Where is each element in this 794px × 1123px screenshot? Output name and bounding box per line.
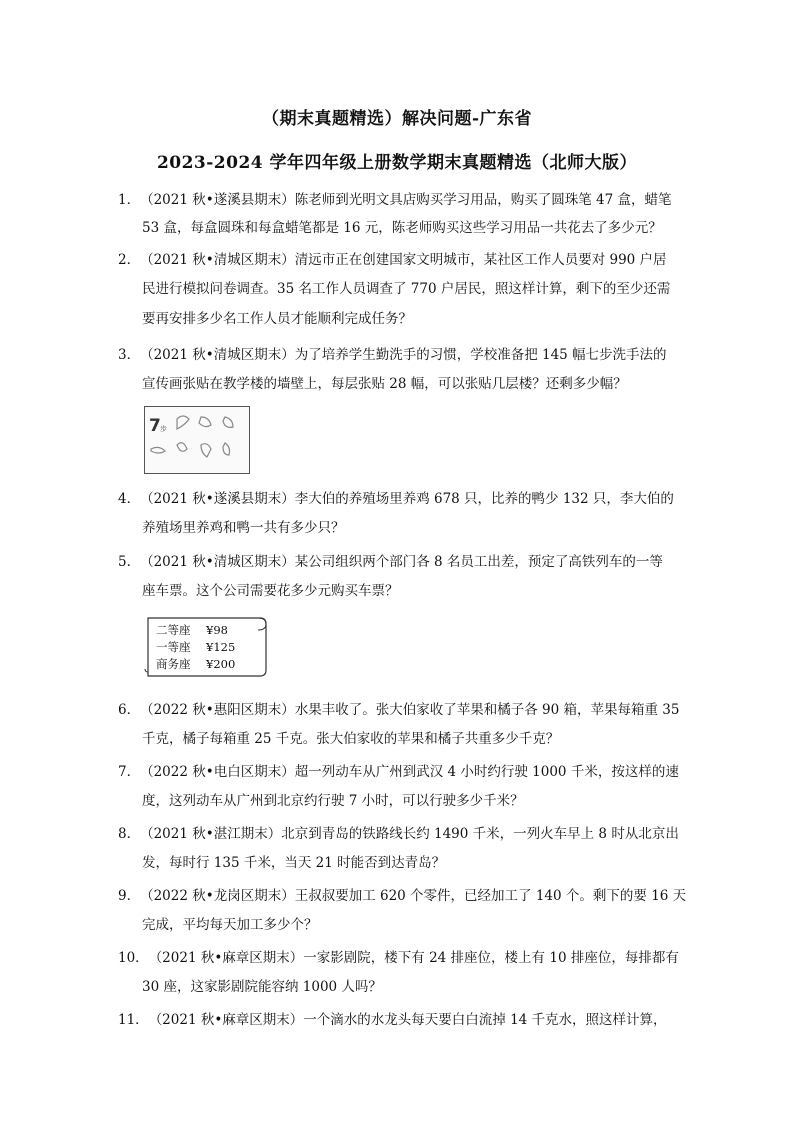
- title-line-2: 2023-2024 学年四年级上册数学期末真题精选（北师大版）: [156, 153, 638, 173]
- question-number: 4．: [118, 491, 141, 507]
- question-number: 7．: [118, 764, 141, 780]
- question-number: 5．: [118, 554, 141, 570]
- question-text: 度，这列动车从广州到北京约行驶 7 小时，可以行驶多少千米？: [142, 793, 524, 809]
- ticket-price-business: ¥200: [206, 657, 236, 671]
- ticket-price-2nd: ¥98: [206, 623, 228, 637]
- question-text: 要再安排多少名工作人员才能顺利完成任务？: [142, 311, 412, 327]
- question-number: 11．: [118, 1012, 149, 1028]
- question-text: （2022 秋•电白区期末）超一列动车从广州到武汉 4 小时约行驶 1000 千米，按这样的速: [140, 764, 679, 780]
- question-text: 完成，平均每天加工多少个？: [142, 917, 318, 933]
- question-text: 千克，橘子每箱重 25 千克。张大伯家收的苹果和橘子共重多少千克？: [142, 731, 560, 747]
- handwashing-poster-image: [144, 406, 250, 474]
- question-text: （2021 秋•麻章区期末）一家影剧院，楼下有 24 排座位，楼上有 10 排座位，每排都有: [148, 950, 679, 966]
- question-text: （2021 秋•遂溪县期末）陈老师到光明文具店购买学习用品，购买了圆珠笔 47 盒，蜡笔: [140, 192, 672, 208]
- ticket-seat-business: 商务座: [156, 657, 191, 671]
- question-text: 养殖场里养鸡和鸭一共有多少只？: [142, 520, 345, 536]
- question-text: 宣传画张贴在教学楼的墙壁上，每层张贴 28 幅，可以张贴几层楼？还剩多少幅？: [142, 376, 627, 392]
- title-line-1: （期末真题精选）解决问题-广东省: [261, 109, 533, 129]
- question-text: 座车票。这个公司需要花多少元购买车票？: [142, 583, 399, 599]
- svg-text:步: 步: [160, 425, 167, 433]
- ticket-price-1st: ¥125: [206, 640, 236, 654]
- question-text: （2022 秋•惠阳区期末）水果丰收了。张大伯家收了苹果和橘子各 90 箱，苹果每箱重 35: [140, 702, 680, 718]
- question-number: 9．: [118, 888, 141, 904]
- question-text: （2021 秋•清城区期末）清远市正在创建国家文明城市，某社区工作人员要对 990 户居: [140, 252, 667, 268]
- ticket-seat-1st: 一等座: [156, 640, 191, 654]
- question-text: 发，每时行 135 千米，当天 21 时能否到达青岛？: [142, 855, 446, 871]
- ticket-price-scroll: [144, 612, 268, 678]
- ticket-seat-2nd: 二等座: [156, 623, 191, 637]
- svg-text:7: 7: [149, 416, 161, 436]
- question-text: （2021 秋•清城区期末）某公司组织两个部门各 8 名员工出差，预定了高铁列车的一等: [140, 554, 663, 570]
- question-text: （2022 秋•龙岗区期末）王叔叔要加工 620 个零件，已经加工了 140 个。剩下的要 16 天: [140, 888, 687, 904]
- question-text: （2021 秋•湛江期末）北京到青岛的铁路线长约 1490 千米，一列火车早上 8 时从北京出: [140, 826, 679, 842]
- question-number: 10．: [118, 950, 149, 966]
- question-text: （2021 秋•遂溪县期末）李大伯的养殖场里养鸡 678 只，比养的鸭少 132 只，李大伯的: [140, 491, 674, 507]
- question-number: 1．: [118, 192, 141, 208]
- question-text: 30 座，这家影剧院能容纳 1000 人吗？: [142, 979, 382, 995]
- question-number: 6．: [118, 702, 141, 718]
- question-text: （2021 秋•麻章区期末）一个滴水的水龙头每天要白白流掉 14 千克水，照这样计算，: [148, 1012, 667, 1028]
- question-number: 3．: [118, 347, 141, 363]
- question-number: 8．: [118, 826, 141, 842]
- question-text: 民进行模拟问卷调查。35 名工作人员调查了 770 户居民，照这样计算，剩下的至少还需: [142, 281, 671, 297]
- question-number: 2．: [118, 252, 141, 268]
- question-text: 53 盒，每盒圆珠和每盒蜡笔都是 16 元，陈老师购买这些学习用品一共花去了多少元？: [142, 220, 662, 236]
- question-text: （2021 秋•清城区期末）为了培养学生勤洗手的习惯，学校准备把 145 幅七步洗手法的: [140, 347, 667, 363]
